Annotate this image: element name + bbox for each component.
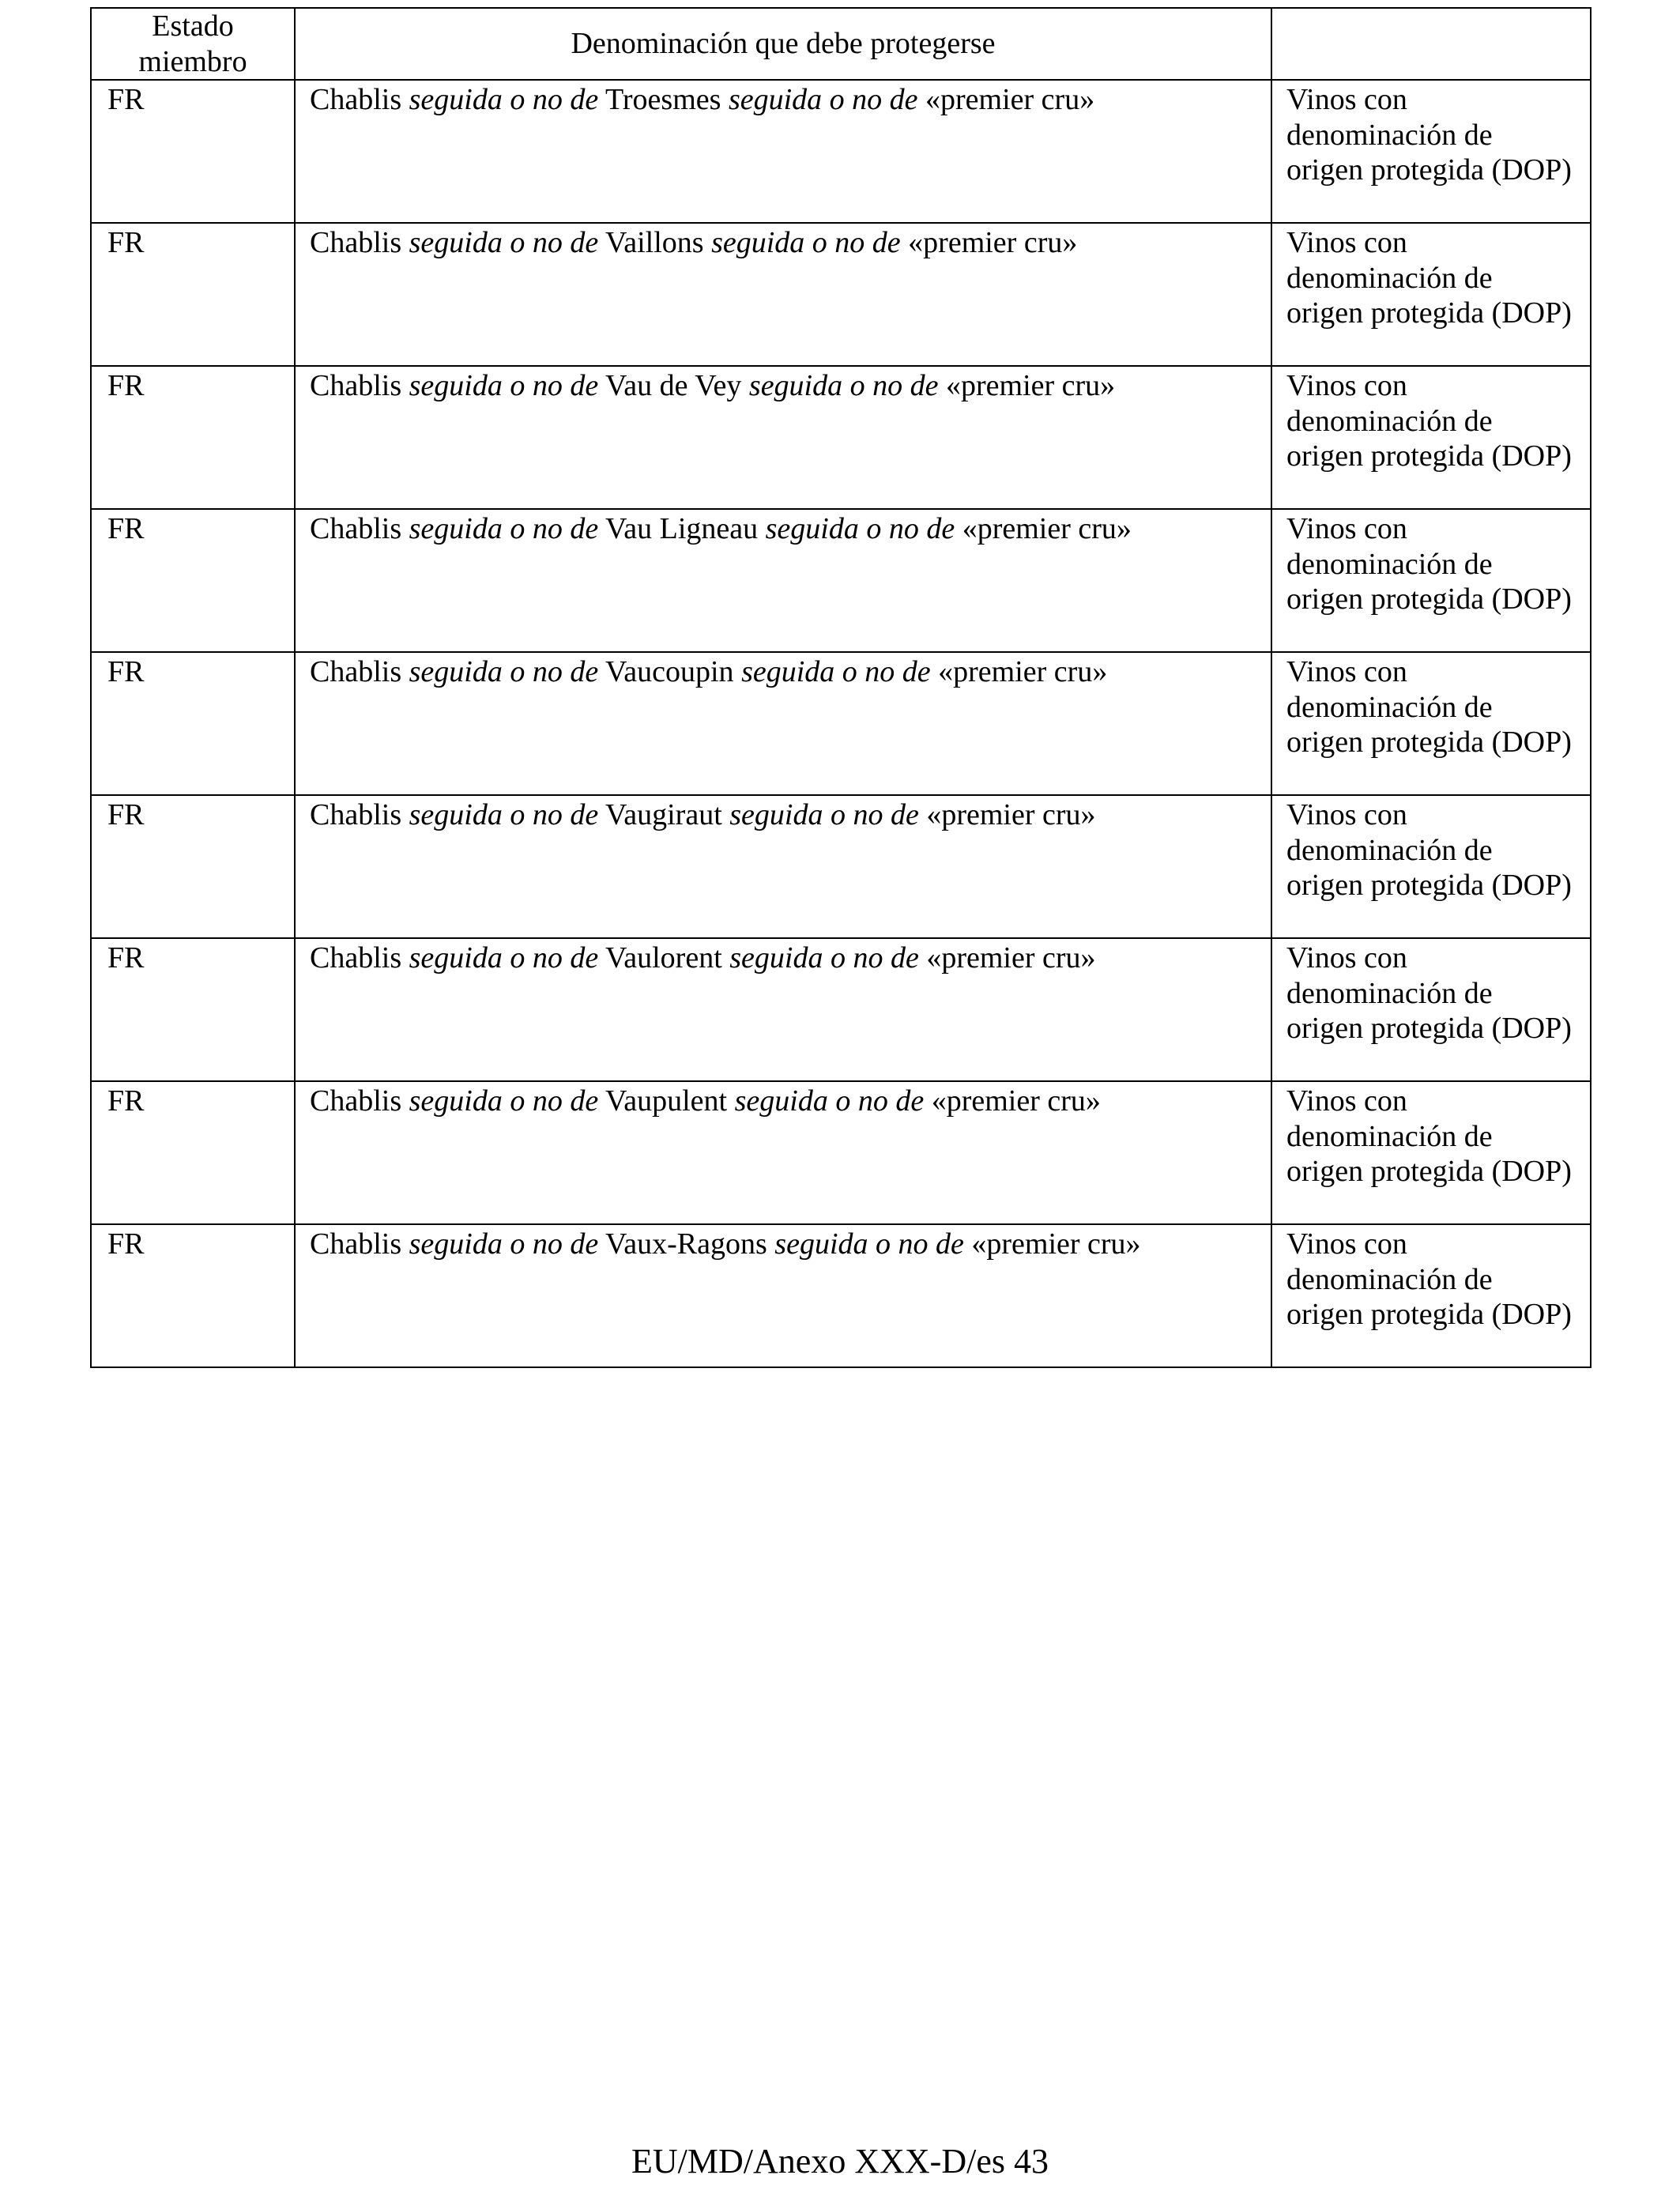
denomination-suffix: «premier cru» bbox=[926, 798, 1096, 831]
denomination-suffix: «premier cru» bbox=[926, 941, 1096, 974]
table-row bbox=[91, 1224, 1591, 1367]
denomination-prefix: Chablis bbox=[310, 226, 402, 259]
denomination-suffix: «premier cru» bbox=[962, 512, 1132, 545]
table-row bbox=[91, 938, 1591, 1081]
denomination-joiner: seguida o no de bbox=[409, 369, 599, 402]
denomination-suffix: «premier cru» bbox=[931, 1084, 1101, 1118]
category-cell: Vinos con denominación de origen protegida (DOP) bbox=[1271, 223, 1591, 366]
member-state-cell: FR bbox=[91, 366, 295, 509]
denomination-joiner: seguida o no de bbox=[409, 941, 599, 974]
table-row bbox=[91, 1081, 1591, 1224]
denomination-place: Vaulorent bbox=[605, 941, 722, 974]
denomination-suffix: «premier cru» bbox=[938, 655, 1108, 688]
header-denomination: Denominación que debe protegerse bbox=[295, 8, 1271, 80]
member-state-cell: FR bbox=[91, 80, 295, 223]
denomination-joiner: seguida o no de bbox=[409, 512, 599, 545]
denomination-cell bbox=[295, 366, 1271, 509]
member-state-cell: FR bbox=[91, 652, 295, 795]
category-cell: Vinos con denominación de origen protegida (DOP) bbox=[1271, 1224, 1591, 1367]
protected-names-table bbox=[90, 7, 1591, 1368]
denomination-prefix: Chablis bbox=[310, 1227, 402, 1261]
denomination-place: Vaucoupin bbox=[605, 655, 734, 688]
denomination-joiner: seguida o no de bbox=[409, 226, 599, 259]
denomination-cell bbox=[295, 652, 1271, 795]
denomination-joiner: seguida o no de bbox=[409, 1227, 599, 1261]
denomination-suffix: «premier cru» bbox=[908, 226, 1078, 259]
denomination-place: Vau Ligneau bbox=[605, 512, 759, 545]
denomination-place: Vaugiraut bbox=[605, 798, 722, 831]
denomination-joiner: seguida o no de bbox=[409, 1084, 599, 1118]
member-state-cell: FR bbox=[91, 1081, 295, 1224]
member-state-cell: FR bbox=[91, 509, 295, 652]
header-member-state: Estado miembro bbox=[91, 8, 295, 80]
category-cell: Vinos con denominación de origen protegida (DOP) bbox=[1271, 80, 1591, 223]
denomination-joiner: seguida o no de bbox=[409, 83, 599, 116]
denomination-suffix: «premier cru» bbox=[971, 1227, 1141, 1261]
category-cell: Vinos con denominación de origen protegida (DOP) bbox=[1271, 366, 1591, 509]
denomination-prefix: Chablis bbox=[310, 798, 402, 831]
denomination-cell bbox=[295, 223, 1271, 366]
denomination-joiner: seguida o no de bbox=[711, 226, 901, 259]
denomination-cell bbox=[295, 509, 1271, 652]
table-row bbox=[91, 366, 1591, 509]
denomination-prefix: Chablis bbox=[310, 512, 402, 545]
denomination-joiner: seguida o no de bbox=[748, 369, 939, 402]
denomination-joiner: seguida o no de bbox=[729, 941, 919, 974]
denomination-cell bbox=[295, 1081, 1271, 1224]
denomination-joiner: seguida o no de bbox=[729, 798, 919, 831]
denomination-cell bbox=[295, 938, 1271, 1081]
denomination-place: Vaux-Ragons bbox=[605, 1227, 767, 1261]
denomination-place: Vaupulent bbox=[605, 1084, 728, 1118]
denomination-prefix: Chablis bbox=[310, 1084, 402, 1118]
category-cell: Vinos con denominación de origen protegida (DOP) bbox=[1271, 938, 1591, 1081]
header-category bbox=[1271, 8, 1591, 80]
category-cell: Vinos con denominación de origen protegida (DOP) bbox=[1271, 1081, 1591, 1224]
table-row bbox=[91, 509, 1591, 652]
denomination-cell bbox=[295, 1224, 1271, 1367]
page-footer: EU/MD/Anexo XXX-D/es 43 bbox=[631, 2142, 1049, 2181]
denomination-place: Vaillons bbox=[605, 226, 704, 259]
denomination-suffix: «premier cru» bbox=[945, 369, 1116, 402]
member-state-cell: FR bbox=[91, 223, 295, 366]
denomination-joiner: seguida o no de bbox=[409, 655, 599, 688]
denomination-prefix: Chablis bbox=[310, 655, 402, 688]
denomination-place: Troesmes bbox=[605, 83, 721, 116]
denomination-cell bbox=[295, 795, 1271, 938]
denomination-suffix: «premier cru» bbox=[925, 83, 1095, 116]
denomination-joiner: seguida o no de bbox=[741, 655, 931, 688]
table-row bbox=[91, 80, 1591, 223]
member-state-cell: FR bbox=[91, 938, 295, 1081]
denomination-place: Vau de Vey bbox=[605, 369, 742, 402]
denomination-joiner: seguida o no de bbox=[734, 1084, 925, 1118]
category-cell: Vinos con denominación de origen protegida (DOP) bbox=[1271, 652, 1591, 795]
denomination-prefix: Chablis bbox=[310, 941, 402, 974]
denomination-joiner: seguida o no de bbox=[774, 1227, 964, 1261]
denomination-prefix: Chablis bbox=[310, 83, 402, 116]
denomination-prefix: Chablis bbox=[310, 369, 402, 402]
denomination-joiner: seguida o no de bbox=[409, 798, 599, 831]
table-row bbox=[91, 652, 1591, 795]
member-state-cell: FR bbox=[91, 795, 295, 938]
table-row bbox=[91, 795, 1591, 938]
table-row bbox=[91, 223, 1591, 366]
table-header-row bbox=[91, 8, 1591, 80]
denomination-joiner: seguida o no de bbox=[728, 83, 918, 116]
denomination-joiner: seguida o no de bbox=[765, 512, 955, 545]
denomination-cell bbox=[295, 80, 1271, 223]
member-state-cell: FR bbox=[91, 1224, 295, 1367]
category-cell: Vinos con denominación de origen protegida (DOP) bbox=[1271, 795, 1591, 938]
category-cell: Vinos con denominación de origen protegida (DOP) bbox=[1271, 509, 1591, 652]
